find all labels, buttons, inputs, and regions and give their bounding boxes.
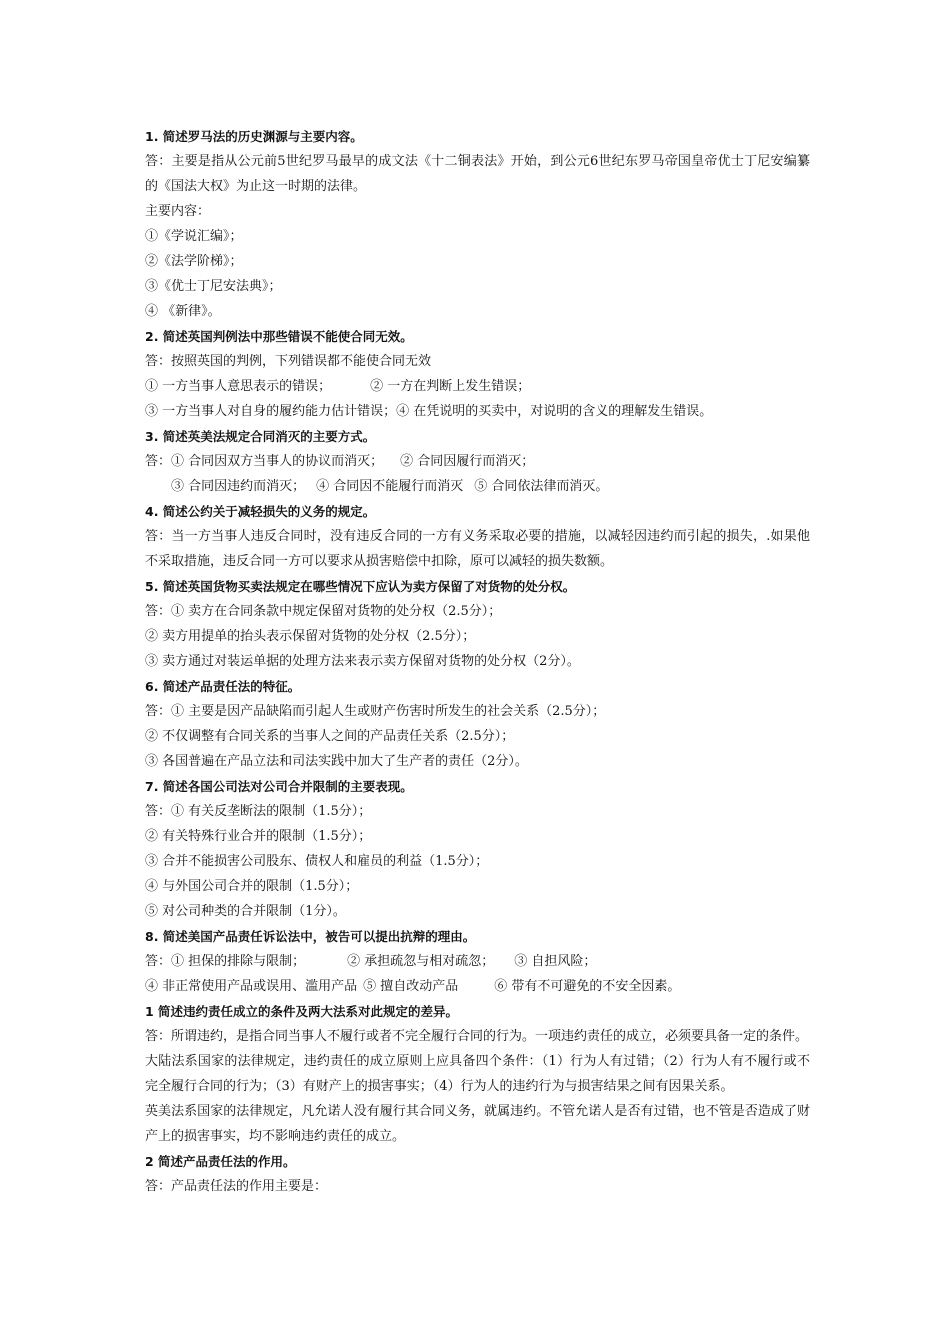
answer-line: ② 有关特殊行业合并的限制（1.5分）； [145, 829, 372, 844]
answer-paragraph: 答：主要是指从公元前5世纪罗马最早的成文法《十二铜表法》开始，到公元6世纪东罗马帝国皇帝优士丁尼安编纂的《国法大权》为止这一时期的法律。 [145, 154, 810, 194]
question-heading: 2 简述产品责任法的作用。 [145, 1154, 296, 1169]
question-heading: 1. 简述罗马法的历史渊源与主要内容。 [145, 129, 363, 144]
answer-item: ① 一方当事人意思表示的错误； [145, 379, 332, 394]
question-heading: 5. 简述英国货物买卖法规定在哪些情况下应认为卖方保留了对货物的处分权。 [145, 579, 576, 594]
answer-item: 答：① 担保的排除与限制； [145, 954, 306, 969]
list-item: ③《优士丁尼安法典》； [145, 279, 282, 294]
document-page [145, 124, 810, 1199]
answer-item: 答：① 合同因双方当事人的协议而消灭； [145, 454, 384, 469]
answer-line [145, 374, 810, 399]
answer-line: ③ 合并不能损害公司股东、债权人和雇员的利益（1.5分）； [145, 854, 489, 869]
answer-line: 答：① 主要是因产品缺陷而引起人生或财产伤害时所发生的社会关系（2.5分）； [145, 704, 606, 719]
question-heading: 2. 简述英国判例法中那些错误不能使合同无效。 [145, 329, 413, 344]
answer-line: ② 卖方用提单的抬头表示保留对货物的处分权（2.5分）； [145, 629, 476, 644]
question-heading: 3. 简述英美法规定合同消灭的主要方式。 [145, 429, 376, 444]
question-heading: 8. 简述美国产品责任诉讼法中，被告可以提出抗辩的理由。 [145, 929, 476, 944]
answer-line: 答：产品责任法的作用主要是： [145, 1179, 328, 1194]
question-heading: 6. 简述产品责任法的特征。 [145, 679, 301, 694]
answer-item: ③ 自担风险； [514, 954, 597, 969]
answer-line: ③ 一方当事人对自身的履约能力估计错误；④ 在凭说明的买卖中，对说明的含义的理解发生错误。 [145, 404, 713, 419]
question-heading: 7. 简述各国公司法对公司合并限制的主要表现。 [145, 779, 413, 794]
answer-paragraph: 大陆法系国家的法律规定，违约责任的成立原则上应具备四个条件：（1）行为人有过错；（2）行为人有不履行或不完全履行合同的行为；（3）有财产上的损害事实；（4）行为人的违约行为与损害结果之间有因果关系。 [145, 1054, 810, 1094]
answer-paragraph: 答：当一方当事人违反合同时，没有违反合同的一方有义务采取必要的措施，以减轻因违约而引起的损失，.如果他不采取措施，违反合同一方可以要求从损害赔偿中扣除，原可以减轻的损失数额。 [145, 529, 810, 569]
answer-item: ④ 合同因不能履行而消灭 [316, 479, 464, 494]
question-heading: 4. 简述公约关于减轻损失的义务的规定。 [145, 504, 376, 519]
answer-line: ③ 卖方通过对装运单据的处理方法来表示卖方保留对货物的处分权（2分）。 [145, 654, 580, 669]
answer-line: 答：按照英国的判例，下列错误都不能使合同无效 [145, 354, 432, 369]
answer-line: ④ 与外国公司合并的限制（1.5分）； [145, 879, 359, 894]
answer-line: ② 不仅调整有合同关系的当事人之间的产品责任关系（2.5分）； [145, 729, 515, 744]
list-item: ①《学说汇编》； [145, 229, 243, 244]
answer-paragraph: 英美法系国家的法律规定，凡允诺人没有履行其合同义务，就属违约。不管允诺人是否有过错，也不管是否造成了财产上的损害事实，均不影响违约责任的成立。 [145, 1104, 810, 1144]
answer-item: ② 合同因履行而消灭； [400, 454, 535, 469]
answer-line [145, 449, 810, 474]
answer-line: 主要内容： [145, 204, 211, 219]
list-item: ④ 《新律》。 [145, 304, 221, 319]
answer-item: ④ 非正常使用产品或误用、滥用产品 [145, 979, 358, 994]
answer-item: ③ 合同因违约而消灭； [171, 479, 306, 494]
answer-item: ⑥ 带有不可避免的不安全因素。 [494, 979, 681, 994]
answer-line: ③ 各国普遍在产品立法和司法实践中加大了生产者的责任（2分）。 [145, 754, 528, 769]
list-item: ②《法学阶梯》； [145, 254, 243, 269]
answer-item: ② 承担疏忽与相对疏忽； [347, 954, 495, 969]
answer-line [145, 974, 810, 999]
answer-line [145, 474, 810, 499]
answer-line: 答：① 有关反垄断法的限制（1.5分）； [145, 804, 372, 819]
answer-item: ⑤ 擅自改动产品 [363, 979, 459, 994]
question-heading: 1 简述违约责任成立的条件及两大法系对此规定的差异。 [145, 1004, 459, 1019]
answer-line: 答：① 卖方在合同条款中规定保留对货物的处分权（2.5分）； [145, 604, 502, 619]
answer-item: ⑤ 合同依法律而消灭。 [474, 479, 609, 494]
answer-line [145, 949, 810, 974]
answer-paragraph: 答：所谓违约，是指合同当事人不履行或者不完全履行合同的行为。一项违约责任的成立，必须要具备一定的条件。 [145, 1029, 809, 1044]
answer-item: ② 一方在判断上发生错误； [370, 379, 531, 394]
answer-line: ⑤ 对公司种类的合并限制（1分）。 [145, 904, 346, 919]
